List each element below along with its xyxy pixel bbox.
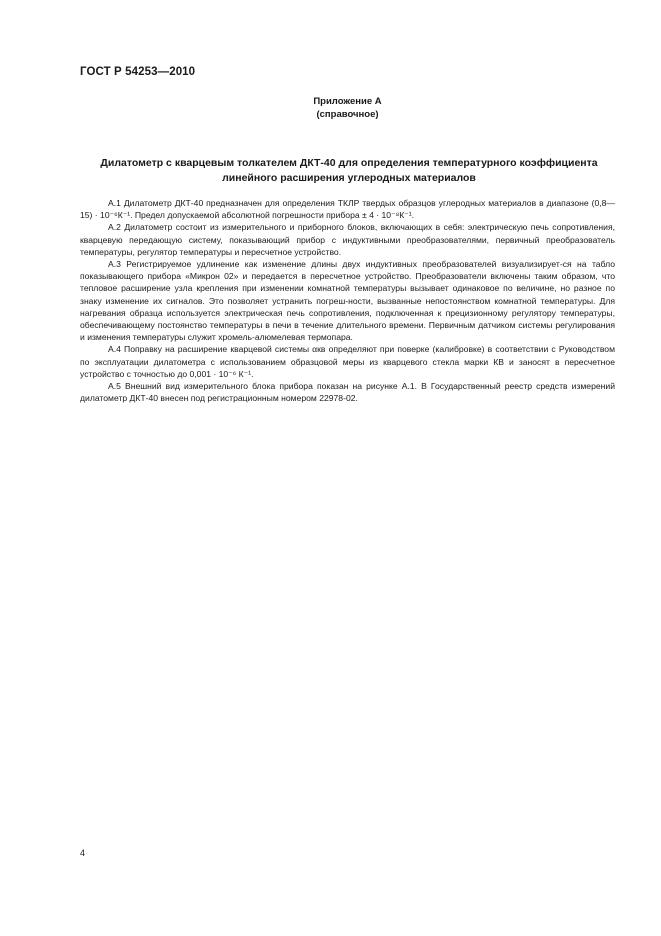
appendix-heading <box>250 95 445 121</box>
paragraph-a4: А.4 Поправку на расширение кварцевой системы αкв определяют при поверке (калибровке) в соответствии с Руководством по эксплуатации дилатометра с использованием образцовой меры из кварцевого стекла марки КВ и заносят в пересчетное устройство с точностью до 0,001 · 10⁻⁶ К⁻¹. <box>80 344 615 379</box>
paragraph-a1: А.1 Дилатометр ДКТ-40 предназначен для определения ТКЛР твердых образцов углеродных материалов в диапазоне (0,8—15) · 10⁻⁶К⁻¹. Предел допускаемой абсолютной погрешности прибора ± 4 · 10⁻⁸К⁻¹. <box>80 198 615 221</box>
paragraph-a5: А.5 Внешний вид измерительного блока прибора показан на рисунке А.1. В Государственный реестр средств измерений дилатометр ДКТ-40 внесен под регистрационным номером 22978-02. <box>80 381 615 404</box>
section-title: Дилатометр с кварцевым толкателем ДКТ-40 для определения температурного коэффициента линейного расширения углеродных материалов <box>100 157 598 184</box>
paragraph-a3: А.3 Регистрируемое удлинение как изменение длины двух индуктивных преобразователей визуализирует-ся на табло показывающего прибора «Микрон 02» и передается в пересчетное устройство. Преобразователи включены таким образом, что тепловое расширение узла крепления при изменении комнатной температуры вызывает одинаковое по величине, но разное по знаку изменение их сигналов. Это позволяет устранить погреш-ности, вызванные непостоянством комнатной температуры. Для нагревания образца используется электрическая печь сопротивления, подключенная к прецизионному регулятору температуры, обеспечивающему постоянство температуры в печи в течение длительного времени. Первичным датчиком системы регулирования и изменения температуры служит хромель-алюмелевая термопара. <box>80 259 615 343</box>
body-text <box>80 197 615 404</box>
page-number: 4 <box>80 848 86 858</box>
paragraph-a2: А.2 Дилатометр состоит из измерительного и приборного блоков, включающих в себя: электрическую печь сопротивления, кварцевую передающую систему, показывающий прибор с индуктивными преобразователями, первичный преобразователь температуры, регулятор температуры и пересчетное устройство. <box>80 222 615 257</box>
appendix-type: (справочное) <box>316 109 379 120</box>
appendix-label: Приложение А <box>313 96 382 107</box>
document-code: ГОСТ Р 54253—2010 <box>80 66 196 78</box>
